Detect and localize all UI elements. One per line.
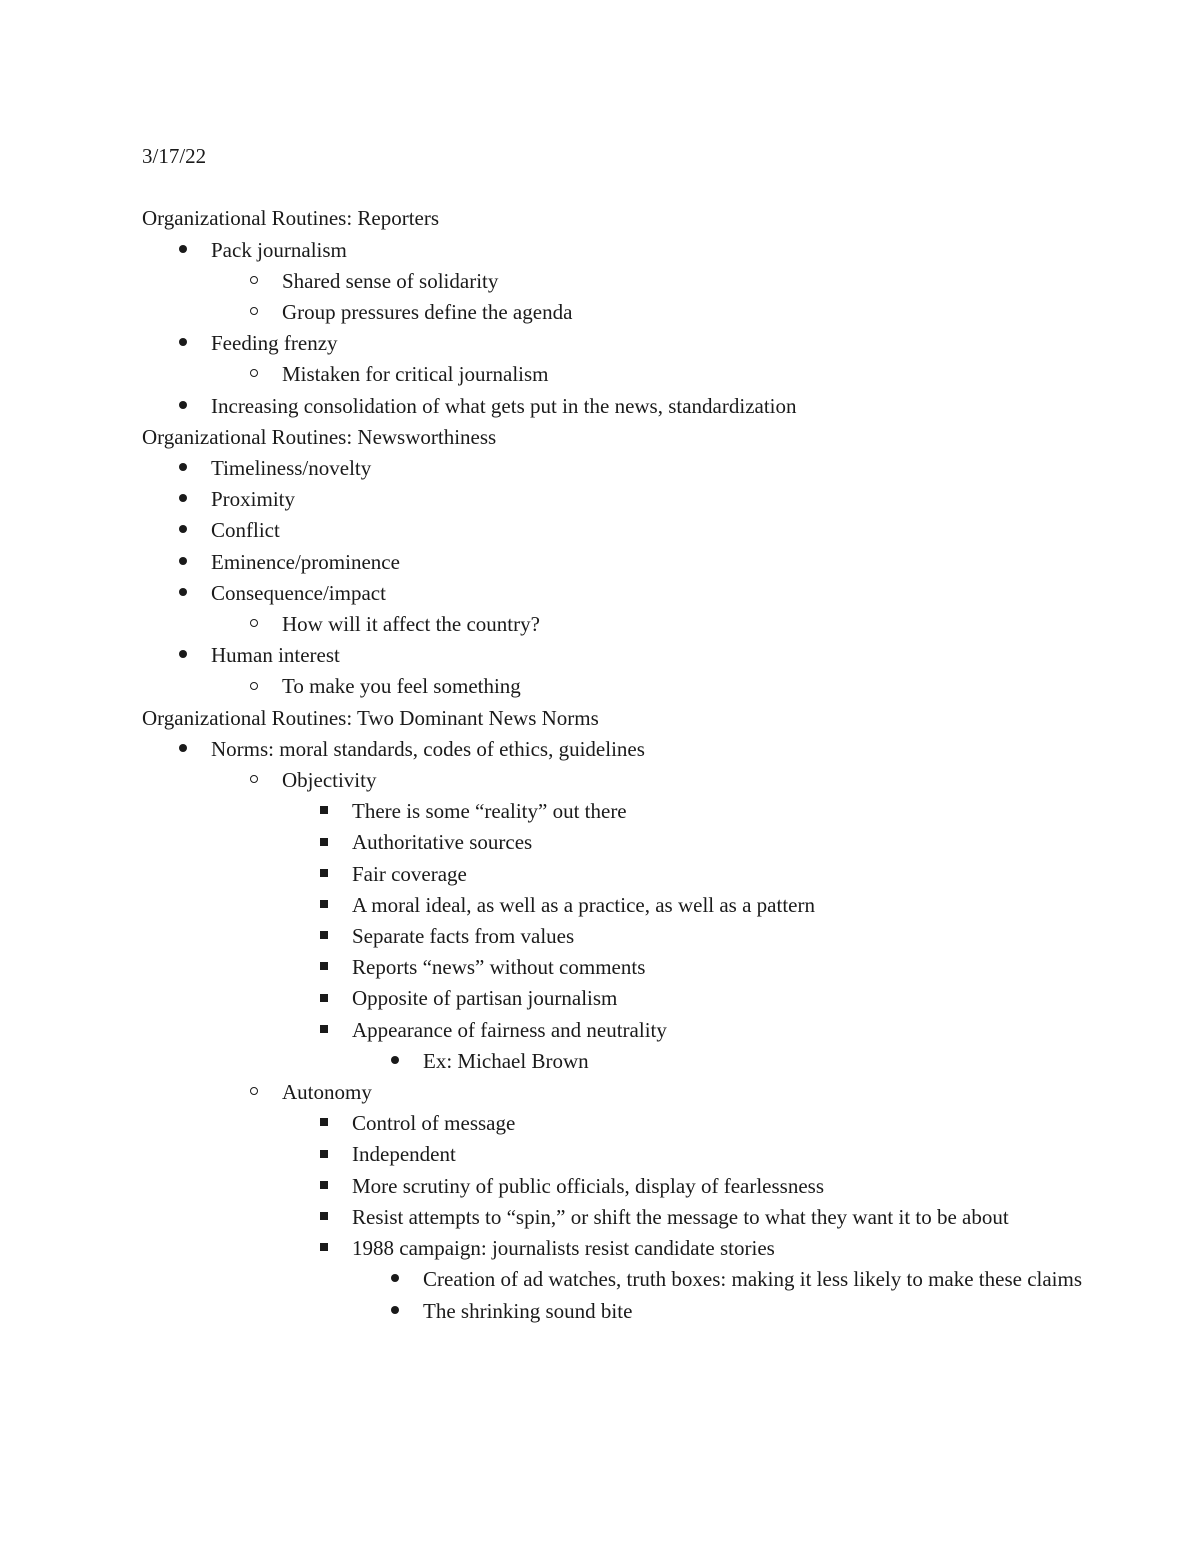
list-item xyxy=(142,1171,1102,1202)
list-item xyxy=(142,890,1102,921)
list-item-text: How will it affect the country? xyxy=(282,612,540,637)
hollow-circle-bullet-icon xyxy=(244,359,264,390)
hollow-circle-bullet-icon xyxy=(244,671,264,702)
square-bullet-icon xyxy=(314,1171,334,1202)
disc-bullet-icon xyxy=(173,328,193,359)
disc-bullet-icon xyxy=(173,547,193,578)
list-item-text: Autonomy xyxy=(282,1080,372,1105)
disc-bullet-icon xyxy=(173,515,193,546)
list-item-text: Conflict xyxy=(211,518,280,543)
list-item xyxy=(142,1264,1102,1295)
section-heading: Organizational Routines: Reporters xyxy=(142,206,440,231)
list-item-text: Control of message xyxy=(352,1111,516,1136)
list-item-text: The shrinking sound bite xyxy=(423,1298,633,1323)
square-bullet-icon xyxy=(314,1233,334,1264)
square-bullet-icon xyxy=(314,1015,334,1046)
disc-bullet-icon xyxy=(385,1264,405,1295)
disc-bullet-icon xyxy=(173,484,193,515)
list-item-text: Norms: moral standards, codes of ethics, guidelines xyxy=(211,736,645,761)
disc-bullet-icon xyxy=(173,235,193,266)
disc-bullet-icon xyxy=(173,453,193,484)
list-item-text: Reports “news” without comments xyxy=(352,955,646,980)
list-item-text: Independent xyxy=(352,1142,456,1167)
list-item xyxy=(142,547,1102,578)
list-item xyxy=(142,484,1102,515)
list-item xyxy=(142,1046,1102,1077)
disc-bullet-icon xyxy=(385,1046,405,1077)
list-item xyxy=(142,1077,1102,1108)
list-item-text: Shared sense of solidarity xyxy=(282,268,499,293)
list-item xyxy=(142,328,1102,359)
list-item-text: Feeding frenzy xyxy=(211,331,338,356)
hollow-circle-bullet-icon xyxy=(244,266,264,297)
list-item xyxy=(142,734,1102,765)
list-item-text: Ex: Michael Brown xyxy=(423,1048,589,1073)
list-item xyxy=(142,453,1102,484)
disc-bullet-icon xyxy=(173,734,193,765)
square-bullet-icon xyxy=(314,859,334,890)
square-bullet-icon xyxy=(314,796,334,827)
list-item xyxy=(142,765,1102,796)
square-bullet-icon xyxy=(314,1108,334,1139)
list-item xyxy=(142,640,1102,671)
notes-outline xyxy=(142,203,1102,1326)
list-item-text: Opposite of partisan journalism xyxy=(352,986,618,1011)
list-item xyxy=(142,983,1102,1014)
hollow-circle-bullet-icon xyxy=(244,1077,264,1108)
list-item-text: To make you feel something xyxy=(282,674,521,699)
list-item-text: Resist attempts to “spin,” or shift the message to what they want it to be about xyxy=(352,1204,1009,1229)
list-item-text: Fair coverage xyxy=(352,861,467,886)
square-bullet-icon xyxy=(314,890,334,921)
list-item-text: Group pressures define the agenda xyxy=(282,300,573,324)
square-bullet-icon xyxy=(314,1139,334,1170)
list-item xyxy=(142,921,1102,952)
square-bullet-icon xyxy=(314,952,334,983)
list-item xyxy=(142,609,1102,640)
hollow-circle-bullet-icon xyxy=(244,765,264,796)
disc-bullet-icon xyxy=(173,391,193,422)
list-item xyxy=(142,1296,1102,1327)
list-item xyxy=(142,952,1102,983)
list-item-text: Creation of ad watches, truth boxes: making it less likely to make these claims xyxy=(423,1267,1083,1292)
list-item-text: There is some “reality” out there xyxy=(352,799,627,824)
list-item-text: Pack journalism xyxy=(211,237,347,262)
disc-bullet-icon xyxy=(173,640,193,671)
disc-bullet-icon xyxy=(385,1296,405,1327)
list-item xyxy=(142,235,1102,266)
hollow-circle-bullet-icon xyxy=(244,609,264,640)
list-item xyxy=(142,1015,1102,1046)
section-heading: Organizational Routines: Two Dominant News Norms xyxy=(142,705,599,730)
square-bullet-icon xyxy=(314,983,334,1014)
list-item xyxy=(142,796,1102,827)
list-item xyxy=(142,266,1102,297)
list-item-text: Timeliness/novelty xyxy=(211,456,372,481)
list-item xyxy=(142,578,1102,609)
list-item xyxy=(142,1202,1102,1233)
list-item-text: Objectivity xyxy=(282,768,377,793)
list-item-text: Eminence/prominence xyxy=(211,549,400,574)
square-bullet-icon xyxy=(314,1202,334,1233)
list-item-text: A moral ideal, as well as a practice, as well as a pattern xyxy=(352,892,815,917)
list-item-text: Separate facts from values xyxy=(352,924,575,949)
list-item xyxy=(142,359,1102,390)
list-item xyxy=(142,827,1102,858)
section-heading: Organizational Routines: Newsworthiness xyxy=(142,424,497,449)
list-item xyxy=(142,859,1102,890)
square-bullet-icon xyxy=(314,921,334,952)
list-item-text: 1988 campaign: journalists resist candidate stories xyxy=(352,1236,775,1261)
list-item-text: Authoritative sources xyxy=(352,830,533,855)
hollow-circle-bullet-icon xyxy=(244,297,264,328)
list-item-text: Consequence/impact xyxy=(211,580,386,605)
square-bullet-icon xyxy=(314,827,334,858)
disc-bullet-icon xyxy=(173,578,193,609)
page-date: 3/17/22 xyxy=(142,144,207,168)
document-page xyxy=(142,141,1102,1327)
list-item xyxy=(142,391,1102,422)
list-item xyxy=(142,1139,1102,1170)
list-item xyxy=(142,297,1102,328)
list-item xyxy=(142,515,1102,546)
list-item xyxy=(142,671,1102,702)
list-item-text: Increasing consolidation of what gets put in the news, standardization xyxy=(211,393,797,418)
list-item xyxy=(142,1108,1102,1139)
list-item-text: Human interest xyxy=(211,643,340,668)
list-item-text: Mistaken for critical journalism xyxy=(282,362,549,387)
list-item-text: Proximity xyxy=(211,487,296,512)
list-item xyxy=(142,1233,1102,1264)
list-item-text: More scrutiny of public officials, display of fearlessness xyxy=(352,1173,824,1198)
list-item-text: Appearance of fairness and neutrality xyxy=(352,1017,667,1042)
